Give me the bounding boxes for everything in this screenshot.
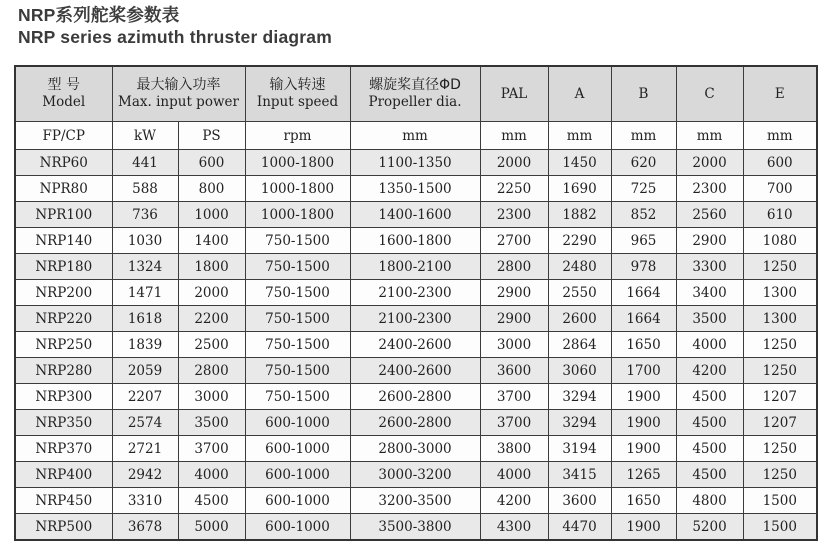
- units-cell-pal: mm: [480, 122, 548, 150]
- cell-pal: 2900: [480, 280, 548, 306]
- cell-pal: 4300: [480, 514, 548, 541]
- cell-rpm: 600-1000: [245, 462, 350, 488]
- units-cell-ps: PS: [178, 122, 245, 150]
- cell-pal: 2700: [480, 228, 548, 254]
- cell-a: 2600: [548, 306, 611, 332]
- cell-e: 700: [743, 176, 817, 202]
- units-cell-kw: kW: [112, 122, 178, 150]
- cell-rpm: 750-1500: [245, 228, 350, 254]
- cell-kw: 1618: [112, 306, 178, 332]
- cell-b: 1900: [611, 514, 676, 541]
- cell-model: NRP370: [15, 436, 112, 462]
- cell-model: NRP200: [15, 280, 112, 306]
- cell-e: 1250: [743, 358, 817, 384]
- cell-pal: 2300: [480, 202, 548, 228]
- cell-model: NRP400: [15, 462, 112, 488]
- cell-c: 3400: [676, 280, 743, 306]
- cell-a: 1882: [548, 202, 611, 228]
- cell-e: 1080: [743, 228, 817, 254]
- cell-rpm: 750-1500: [245, 332, 350, 358]
- cell-c: 5200: [676, 514, 743, 541]
- cell-propeller-dia: 2100-2300: [350, 306, 480, 332]
- cell-kw: 2207: [112, 384, 178, 410]
- cell-c: 4500: [676, 384, 743, 410]
- cell-rpm: 1000-1800: [245, 176, 350, 202]
- cell-b: 1265: [611, 462, 676, 488]
- units-cell-propeller-dia: mm: [350, 122, 480, 150]
- cell-e: 1250: [743, 436, 817, 462]
- table-row-nrp280: [15, 358, 817, 384]
- cell-b: 1650: [611, 332, 676, 358]
- cell-propeller-dia: 2800-3000: [350, 436, 480, 462]
- cell-c: 4500: [676, 410, 743, 436]
- column-header-max-input-power-en: Max. input power: [118, 94, 239, 110]
- column-header-max-input-power: [112, 66, 245, 122]
- cell-pal: 3700: [480, 410, 548, 436]
- cell-ps: 4000: [178, 462, 245, 488]
- cell-propeller-dia: 1800-2100: [350, 254, 480, 280]
- cell-kw: 2059: [112, 358, 178, 384]
- table-row-nrp200: [15, 280, 817, 306]
- cell-ps: 2000: [178, 280, 245, 306]
- cell-ps: 1000: [178, 202, 245, 228]
- column-header-a: A: [548, 66, 611, 122]
- cell-kw: 1030: [112, 228, 178, 254]
- cell-rpm: 750-1500: [245, 384, 350, 410]
- cell-b: 852: [611, 202, 676, 228]
- cell-ps: 3700: [178, 436, 245, 462]
- cell-c: 4500: [676, 462, 743, 488]
- units-cell-a: mm: [548, 122, 611, 150]
- cell-c: 2560: [676, 202, 743, 228]
- cell-ps: 800: [178, 176, 245, 202]
- cell-e: 1300: [743, 280, 817, 306]
- cell-propeller-dia: 1100-1350: [350, 150, 480, 176]
- column-header-input-speed-en: Input speed: [256, 94, 339, 110]
- column-header-pal: PAL: [480, 66, 548, 122]
- table-row-nrp180: [15, 254, 817, 280]
- cell-kw: 2942: [112, 462, 178, 488]
- cell-propeller-dia: 3200-3500: [350, 488, 480, 514]
- header-row: [15, 66, 817, 122]
- units-cell-b: mm: [611, 122, 676, 150]
- cell-pal: 2800: [480, 254, 548, 280]
- cell-model: NRP500: [15, 514, 112, 541]
- cell-kw: 588: [112, 176, 178, 202]
- cell-a: 1450: [548, 150, 611, 176]
- column-header-model-en: Model: [42, 94, 86, 110]
- cell-a: 4470: [548, 514, 611, 541]
- cell-pal: 3600: [480, 358, 548, 384]
- cell-propeller-dia: 2100-2300: [350, 280, 480, 306]
- cell-pal: 4000: [480, 462, 548, 488]
- cell-ps: 5000: [178, 514, 245, 541]
- cell-b: 978: [611, 254, 676, 280]
- units-cell-model: FP/CP: [15, 122, 112, 150]
- table-row-nrp300: [15, 384, 817, 410]
- cell-e: 1500: [743, 488, 817, 514]
- table-row-nrp400: [15, 462, 817, 488]
- cell-ps: 600: [178, 150, 245, 176]
- cell-a: 2480: [548, 254, 611, 280]
- cell-b: 620: [611, 150, 676, 176]
- cell-b: 1664: [611, 280, 676, 306]
- column-header-model: [15, 66, 112, 122]
- cell-c: 4500: [676, 436, 743, 462]
- cell-model: NPR80: [15, 176, 112, 202]
- table-row-npr80: [15, 176, 817, 202]
- table-row-nrp60: [15, 150, 817, 176]
- cell-propeller-dia: 2600-2800: [350, 384, 480, 410]
- cell-rpm: 1000-1800: [245, 202, 350, 228]
- units-cell-e: mm: [743, 122, 817, 150]
- cell-c: 4800: [676, 488, 743, 514]
- cell-b: 1700: [611, 358, 676, 384]
- cell-kw: 1471: [112, 280, 178, 306]
- cell-b: 1664: [611, 306, 676, 332]
- cell-a: 2290: [548, 228, 611, 254]
- cell-c: 3300: [676, 254, 743, 280]
- cell-kw: 3678: [112, 514, 178, 541]
- table-row-nrp220: [15, 306, 817, 332]
- cell-ps: 3500: [178, 410, 245, 436]
- page-title-en: NRP series azimuth thruster diagram: [18, 27, 332, 47]
- cell-ps: 1800: [178, 254, 245, 280]
- cell-ps: 4500: [178, 488, 245, 514]
- cell-model: NRP280: [15, 358, 112, 384]
- cell-b: 1900: [611, 436, 676, 462]
- cell-model: NRP300: [15, 384, 112, 410]
- cell-propeller-dia: 1400-1600: [350, 202, 480, 228]
- cell-rpm: 1000-1800: [245, 150, 350, 176]
- column-header-c: C: [676, 66, 743, 122]
- page-header: [0, 0, 830, 48]
- column-header-propeller-dia-zh: 螺旋桨直径ΦD: [369, 77, 461, 93]
- column-header-max-input-power-zh: 最大输入功率: [136, 77, 221, 93]
- cell-propeller-dia: 1600-1800: [350, 228, 480, 254]
- cell-a: 1690: [548, 176, 611, 202]
- cell-a: 3600: [548, 488, 611, 514]
- cell-rpm: 750-1500: [245, 358, 350, 384]
- cell-e: 1250: [743, 462, 817, 488]
- cell-c: 4200: [676, 358, 743, 384]
- cell-ps: 1400: [178, 228, 245, 254]
- cell-kw: 2574: [112, 410, 178, 436]
- cell-model: NRP220: [15, 306, 112, 332]
- cell-kw: 441: [112, 150, 178, 176]
- cell-kw: 2721: [112, 436, 178, 462]
- cell-pal: 2250: [480, 176, 548, 202]
- units-cell-rpm: rpm: [245, 122, 350, 150]
- table-body: [15, 122, 817, 541]
- cell-e: 1250: [743, 254, 817, 280]
- table-row-nrp350: [15, 410, 817, 436]
- cell-propeller-dia: 2600-2800: [350, 410, 480, 436]
- table-row-nrp140: [15, 228, 817, 254]
- thruster-parameters-table: [14, 65, 818, 541]
- column-header-input-speed: [245, 66, 350, 122]
- column-header-input-speed-zh: 输入转速: [269, 77, 326, 93]
- cell-kw: 1324: [112, 254, 178, 280]
- cell-e: 1207: [743, 410, 817, 436]
- cell-e: 1500: [743, 514, 817, 541]
- table-row-nrp450: [15, 488, 817, 514]
- cell-ps: 2200: [178, 306, 245, 332]
- cell-a: 2864: [548, 332, 611, 358]
- units-row: [15, 122, 817, 150]
- cell-a: 3294: [548, 410, 611, 436]
- cell-b: 1900: [611, 410, 676, 436]
- cell-c: 3500: [676, 306, 743, 332]
- cell-pal: 3700: [480, 384, 548, 410]
- column-header-b: B: [611, 66, 676, 122]
- table-row-nrp500: [15, 514, 817, 541]
- cell-e: 1207: [743, 384, 817, 410]
- cell-e: 600: [743, 150, 817, 176]
- cell-propeller-dia: 3000-3200: [350, 462, 480, 488]
- cell-rpm: 750-1500: [245, 280, 350, 306]
- cell-a: 3194: [548, 436, 611, 462]
- cell-a: 3060: [548, 358, 611, 384]
- cell-ps: 2500: [178, 332, 245, 358]
- cell-model: NPR100: [15, 202, 112, 228]
- cell-rpm: 600-1000: [245, 514, 350, 541]
- cell-ps: 2800: [178, 358, 245, 384]
- table-row-nrp250: [15, 332, 817, 358]
- cell-kw: 3310: [112, 488, 178, 514]
- cell-a: 3294: [548, 384, 611, 410]
- cell-model: NRP250: [15, 332, 112, 358]
- cell-c: 2300: [676, 176, 743, 202]
- column-header-propeller-dia-en: Propeller dia.: [368, 94, 462, 110]
- cell-pal: 3800: [480, 436, 548, 462]
- cell-a: 2550: [548, 280, 611, 306]
- cell-c: 4000: [676, 332, 743, 358]
- cell-rpm: 600-1000: [245, 488, 350, 514]
- cell-pal: 2900: [480, 306, 548, 332]
- cell-propeller-dia: 1350-1500: [350, 176, 480, 202]
- cell-rpm: 750-1500: [245, 254, 350, 280]
- cell-b: 1650: [611, 488, 676, 514]
- cell-rpm: 600-1000: [245, 436, 350, 462]
- table-row-npr100: [15, 202, 817, 228]
- cell-model: NRP450: [15, 488, 112, 514]
- cell-propeller-dia: 2400-2600: [350, 332, 480, 358]
- cell-e: 1300: [743, 306, 817, 332]
- cell-propeller-dia: 2400-2600: [350, 358, 480, 384]
- cell-model: NRP180: [15, 254, 112, 280]
- cell-c: 2000: [676, 150, 743, 176]
- cell-b: 1900: [611, 384, 676, 410]
- column-header-e: E: [743, 66, 817, 122]
- cell-rpm: 600-1000: [245, 410, 350, 436]
- cell-a: 3415: [548, 462, 611, 488]
- cell-b: 725: [611, 176, 676, 202]
- cell-propeller-dia: 3500-3800: [350, 514, 480, 541]
- units-cell-c: mm: [676, 122, 743, 150]
- column-header-propeller-dia: [350, 66, 480, 122]
- table-head: [15, 66, 817, 122]
- cell-model: NRP140: [15, 228, 112, 254]
- cell-rpm: 750-1500: [245, 306, 350, 332]
- cell-ps: 3000: [178, 384, 245, 410]
- cell-e: 610: [743, 202, 817, 228]
- cell-kw: 1839: [112, 332, 178, 358]
- column-header-model-zh: 型 号: [47, 77, 80, 93]
- cell-pal: 4200: [480, 488, 548, 514]
- cell-kw: 736: [112, 202, 178, 228]
- cell-c: 2900: [676, 228, 743, 254]
- cell-e: 1250: [743, 332, 817, 358]
- cell-pal: 3000: [480, 332, 548, 358]
- cell-model: NRP350: [15, 410, 112, 436]
- table-row-nrp370: [15, 436, 817, 462]
- page-title-zh: NRP系列舵桨参数表: [18, 5, 180, 25]
- cell-pal: 2000: [480, 150, 548, 176]
- cell-b: 965: [611, 228, 676, 254]
- cell-model: NRP60: [15, 150, 112, 176]
